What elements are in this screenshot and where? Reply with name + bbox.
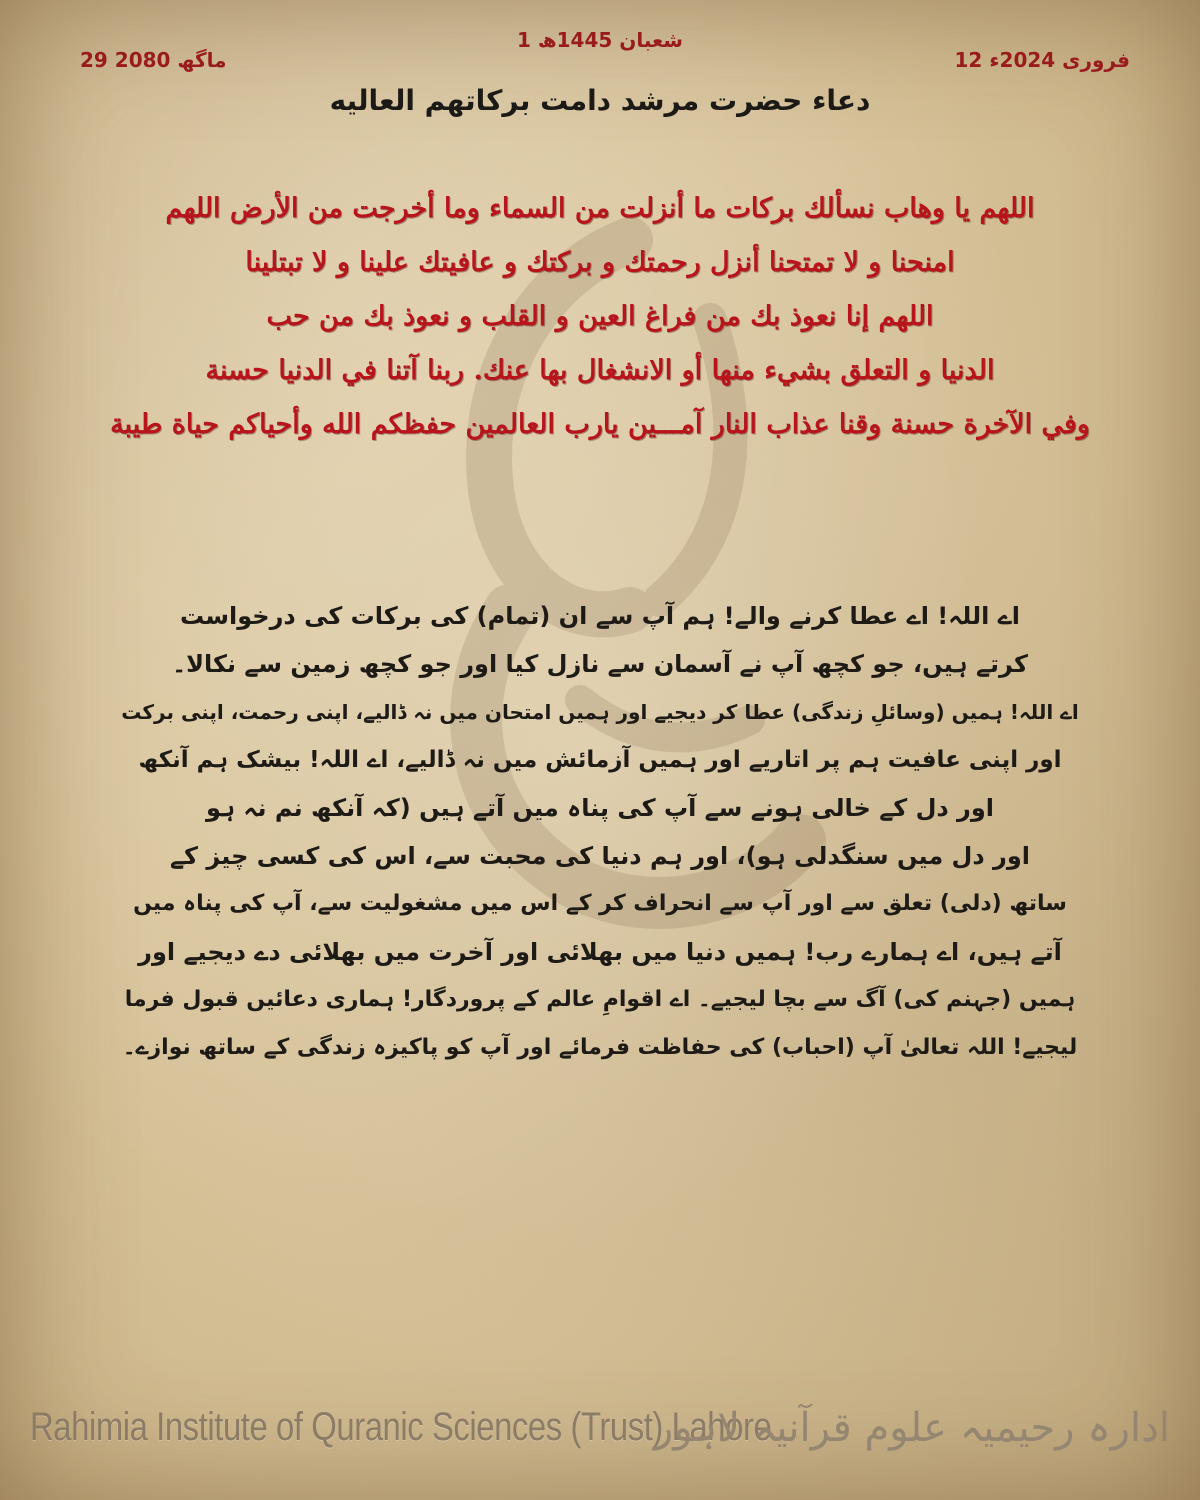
urdu-line: ساتھ (دلی) تعلق سے اور آپ سے انحراف کر کے اس میں مشغولیت سے، آپ کی پناہ میں bbox=[133, 891, 1067, 916]
arabic-line: اللهم يا وهاب نسألك بركات ما أنزلت من السماء وما أخرجت من الأرض اللهم bbox=[165, 193, 1035, 224]
arabic-line: امنحنا و لا تمتحنا أنزل رحمتك و بركتك و عافيتك علينا و لا تبتلينا bbox=[245, 247, 955, 278]
gregorian-date: 12 فروری 2024ء bbox=[954, 48, 1130, 72]
urdu-line: آتے ہیں، اے ہمارے رب! ہمیں دنیا میں بھلائی اور آخرت میں بھلائی دے دیجیے اور bbox=[138, 938, 1062, 966]
urdu-line: اور اپنی عافیت ہم پر اتاریے اور ہمیں آزمائش میں نہ ڈالیے، اے اللہ! بیشک ہم آنکھ bbox=[138, 747, 1062, 773]
dua-title: دعاء حضرت مرشد دامت برکاتهم العاليه bbox=[329, 84, 871, 117]
urdu-line: اے اللہ! ہمیں (وسائلِ زندگی) عطا کر دیجیے اور ہمیں امتحان میں نہ ڈالیے، اپنی رحمت، اپنی برکت bbox=[121, 700, 1079, 724]
urdu-line: اور دل کے خالی ہونے سے آپ کی پناہ میں آتے ہیں (کہ آنکھ نم نہ ہو bbox=[205, 794, 995, 822]
urdu-translation bbox=[120, 592, 1080, 1072]
arabic-line: اللهم إنا نعوذ بك من فراغ العين و القلب و نعوذ بك من حب bbox=[266, 301, 934, 332]
bikrami-date: 29 ماگھ 2080 bbox=[80, 48, 227, 72]
urdu-line: اور دل میں سنگدلی ہو)، اور ہم دنیا کی محبت سے، اس کی کسی چیز کے bbox=[169, 842, 1031, 870]
hijri-date: 1 شعبان 1445ھ bbox=[517, 28, 683, 52]
institute-name-urdu-logo: ادارہ رحیمیہ علوم قرآنیہ لاہور bbox=[653, 1405, 1170, 1451]
arabic-line: الدنيا و التعلق بشيء منها أو الانشغال بها عنك. ربنا آتنا في الدنيا حسنة bbox=[205, 355, 995, 386]
institute-name-english: Rahimia Institute of Quranic Sciences (Trust) Lahore bbox=[30, 1405, 772, 1449]
arabic-line: وفي الآخرة حسنة وقنا عذاب النار آمـــين يارب العالمين حفظكم الله وأحياكم حياة طيبة bbox=[110, 409, 1090, 440]
urdu-line: لیجیے! اللہ تعالیٰ آپ (احباب) کی حفاظت فرمائے اور آپ کو پاکیزہ زندگی کے ساتھ نوازے۔ bbox=[122, 1035, 1078, 1060]
urdu-line: کرتے ہیں، جو کچھ آپ نے آسمان سے نازل کیا اور جو کچھ زمین سے نکالا۔ bbox=[172, 650, 1028, 678]
urdu-line: ہمیں (جہنم کی) آگ سے بچا لیجیے۔ اے اقوامِ عالم کے پروردگار! ہماری دعائیں قبول فرما bbox=[124, 987, 1076, 1012]
arabic-dua-text bbox=[80, 182, 1120, 452]
urdu-line: اے اللہ! اے عطا کرنے والے! ہم آپ سے ان (تمام) کی برکات کی درخواست bbox=[180, 602, 1020, 630]
